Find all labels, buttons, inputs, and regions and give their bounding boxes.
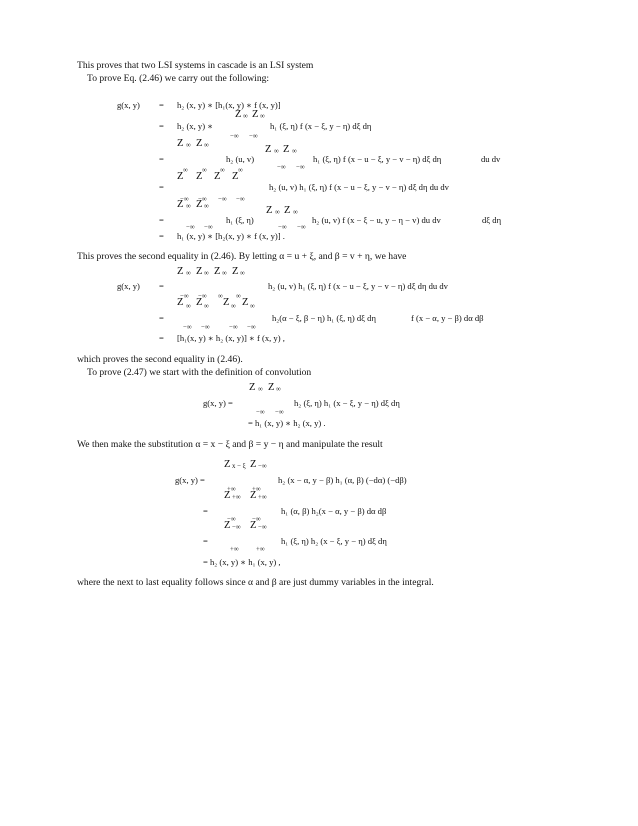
- paragraph-5: To prove (2.47) we start with the definition of convolution: [87, 367, 312, 378]
- integral-upper-limit: x − ξ: [232, 463, 246, 470]
- integral-sign: Z: [196, 199, 203, 210]
- paragraph-2: To prove Eq. (2.46) we carry out the following:: [87, 73, 270, 84]
- integral-sign: Z: [177, 138, 184, 149]
- integral-lower-limit: −∞: [277, 164, 286, 171]
- integral-upper-limit: ∞: [204, 270, 209, 277]
- integral-lower-limit: −∞: [183, 324, 192, 331]
- integral-sign: Z: [249, 382, 256, 393]
- integral-lower-limit: −∞: [186, 224, 195, 231]
- eq-a-rel: =: [159, 215, 164, 225]
- integral-lower-limit: −∞: [218, 196, 227, 203]
- integral-lower-limit: −∞: [275, 409, 284, 416]
- paragraph-7: where the next to last equality follows since α and β are just dummy variables in the integral.: [77, 577, 434, 588]
- integral-upper-limit: ∞: [258, 386, 263, 393]
- integral-sign: Z: [223, 297, 230, 308]
- eq-d-row-4: = h₂ (x, y) ∗ h₁ (x, y) ,: [203, 557, 281, 567]
- integral-lower-limit: −∞: [180, 196, 189, 203]
- integral-sign: Z: [250, 490, 257, 501]
- integral-sign: Z: [214, 266, 221, 277]
- eq-b-lhs: g(x, y): [117, 281, 140, 291]
- eq-a-row-5a: h₁ (ξ, η): [226, 215, 254, 225]
- integral-lower-limit: −∞: [230, 133, 239, 140]
- integral-upper-limit: −∞: [232, 524, 241, 531]
- integral-lower-limit: +∞: [256, 546, 265, 553]
- eq-d-row-3: h₁ (ξ, η) h₂ (x − ξ, y − η) dξ dη: [281, 536, 387, 546]
- integral-sign: Z: [214, 171, 221, 182]
- eq-a-row-3c: du dv: [481, 154, 501, 164]
- eq-a-row-3b: h₁ (ξ, η) f (x − u − ξ, y − v − η) dξ dη: [313, 154, 442, 164]
- integral-sign: Z: [224, 520, 231, 531]
- integral-lower-limit: −∞: [180, 293, 189, 300]
- eq-d-rel: =: [203, 536, 208, 546]
- integral-sign: Z: [250, 520, 257, 531]
- integral-sign: Z: [252, 109, 259, 120]
- integral-sign: Z: [268, 382, 275, 393]
- eq-b-rel: =: [159, 333, 164, 343]
- integral-upper-limit: ∞: [276, 386, 281, 393]
- integral-upper-limit: ∞: [243, 113, 248, 120]
- eq-b-row-2b: f (x − α, y − β) dα dβ: [411, 313, 484, 323]
- integral-upper-limit: ∞: [293, 209, 298, 216]
- integral-upper-limit: ∞: [274, 148, 279, 155]
- eq-b-row-3: [h₁(x, y) ∗ h₂ (x, y)] ∗ f (x, y) ,: [177, 333, 285, 343]
- integral-upper-limit: ∞: [238, 167, 243, 174]
- integral-lower-limit: −∞: [201, 324, 210, 331]
- eq-a-lhs: g(x, y): [117, 100, 140, 110]
- integral-sign: Z: [224, 490, 231, 501]
- integral-upper-limit: ∞: [231, 303, 236, 310]
- integral-sign: Z: [232, 171, 239, 182]
- integral-lower-limit: −∞: [229, 324, 238, 331]
- eq-d-row-1: h₂ (x − α, y − β) h₁ (α, β) (−dα) (−dβ): [278, 475, 407, 485]
- integral-sign: Z: [232, 266, 239, 277]
- integral-lower-limit: −∞: [204, 224, 213, 231]
- integral-upper-limit: ∞: [186, 142, 191, 149]
- integral-lower-limit: −∞: [252, 516, 261, 523]
- integral-lower-limit: −∞: [247, 324, 256, 331]
- paragraph-6: We then make the substitution α = x − ξ and β = y − η and manipulate the result: [77, 439, 383, 450]
- integral-sign: Z: [177, 199, 184, 210]
- integral-sign: Z: [177, 171, 184, 182]
- integral-sign: Z: [196, 171, 203, 182]
- integral-lower-limit: −∞: [249, 133, 258, 140]
- integral-lower-limit: −∞: [278, 224, 287, 231]
- integral-upper-limit: ∞: [222, 270, 227, 277]
- integral-upper-limit: ∞: [183, 167, 188, 174]
- integral-sign: Z: [177, 297, 184, 308]
- integral-upper-limit: −∞: [258, 524, 267, 531]
- paragraph-1: This proves that two LSI systems in cascade is an LSI system: [77, 60, 314, 71]
- eq-a-row-5b: h₂ (u, v) f (x − ξ − u, y − η − v) du dv: [312, 215, 441, 225]
- integral-sign: Z: [284, 205, 291, 216]
- eq-b-rel: =: [159, 281, 164, 291]
- eq-a-row-4: h₂ (u, v) h₁ (ξ, η) f (x − u − ξ, y − v − η) dξ dη du dv: [269, 182, 449, 192]
- eq-a-row-1: h₂ (x, y) ∗ [h₁(x, y) ∗ f (x, y)]: [177, 100, 281, 110]
- integral-upper-limit: ∞: [260, 113, 265, 120]
- integral-upper-limit: ∞: [204, 142, 209, 149]
- integral-sign: Z: [196, 297, 203, 308]
- eq-d-lhs: g(x, y) =: [175, 475, 205, 485]
- integral-sign: Z: [265, 144, 272, 155]
- eq-a-rel: =: [159, 182, 164, 192]
- paragraph-3: This proves the second equality in (2.46). By letting α = u + ξ, and β = v + η, we have: [77, 251, 407, 262]
- paragraph-4: which proves the second equality in (2.46).: [77, 354, 243, 365]
- integral-lower-limit: −∞: [236, 196, 245, 203]
- integral-upper-limit: ∞: [220, 167, 225, 174]
- integral-sign: Z: [235, 109, 242, 120]
- eq-a-rel: =: [159, 231, 164, 241]
- integral-upper-limit: ∞: [202, 167, 207, 174]
- eq-a-row-6: h₁ (x, y) ∗ [h₂(x, y) ∗ f (x, y)] .: [177, 231, 285, 241]
- integral-upper-limit: ∞: [240, 270, 245, 277]
- integral-upper-limit: −∞: [258, 463, 267, 470]
- eq-c-row-2: = h₁ (x, y) ∗ h₂ (x, y) .: [248, 418, 326, 428]
- eq-a-row-2a: h₂ (x, y) ∗: [177, 121, 214, 131]
- integral-upper-limit: ∞: [236, 293, 241, 300]
- integral-lower-limit: −∞: [256, 409, 265, 416]
- eq-a-rel: =: [159, 154, 164, 164]
- integral-upper-limit: ∞: [292, 148, 297, 155]
- eq-c-row-1: h₂ (ξ, η) h₁ (x − ξ, y − η) dξ dη: [294, 398, 400, 408]
- integral-lower-limit: −∞: [296, 164, 305, 171]
- eq-b-row-2a: h₂(α − ξ, β − η) h₁ (ξ, η) dξ dη: [272, 313, 376, 323]
- eq-a-row-5c: dξ dη: [482, 215, 502, 225]
- integral-lower-limit: −∞: [227, 516, 236, 523]
- eq-d-row-2: h₁ (α, β) h₂(x − α, y − β) dα dβ: [281, 506, 387, 516]
- integral-upper-limit: ∞: [186, 303, 191, 310]
- eq-a-row-2b: h₁ (ξ, η) f (x − ξ, y − η) dξ dη: [270, 121, 372, 131]
- eq-d-rel: =: [203, 506, 208, 516]
- integral-sign: Z: [266, 205, 273, 216]
- integral-sign: Z: [224, 459, 231, 470]
- integral-sign: Z: [250, 459, 257, 470]
- integral-upper-limit: ∞: [204, 203, 209, 210]
- integral-lower-limit: −∞: [198, 196, 207, 203]
- integral-lower-limit: +∞: [252, 486, 261, 493]
- integral-sign: Z: [242, 297, 249, 308]
- integral-sign: Z: [196, 266, 203, 277]
- integral-lower-limit: −∞: [297, 224, 306, 231]
- eq-a-rel: =: [159, 100, 164, 110]
- eq-a-rel: =: [159, 121, 164, 131]
- eq-b-row-1: h₂ (u, v) h₁ (ξ, η) f (x − u − ξ, y − v − η) dξ dη du dv: [268, 281, 448, 291]
- integral-sign: Z: [196, 138, 203, 149]
- integral-upper-limit: ∞: [186, 203, 191, 210]
- integral-sign: Z: [177, 266, 184, 277]
- integral-lower-limit: +∞: [230, 546, 239, 553]
- integral-upper-limit: +∞: [258, 494, 267, 501]
- eq-a-row-3a: h₂ (u, v): [226, 154, 255, 164]
- integral-lower-limit: +∞: [227, 486, 236, 493]
- integral-upper-limit: ∞: [204, 303, 209, 310]
- integral-upper-limit: ∞: [186, 270, 191, 277]
- integral-lower-limit: −∞: [198, 293, 207, 300]
- integral-upper-limit: ∞: [218, 293, 223, 300]
- eq-c-lhs: g(x, y) =: [203, 398, 233, 408]
- eq-b-rel: =: [159, 313, 164, 323]
- integral-upper-limit: +∞: [232, 494, 241, 501]
- integral-sign: Z: [283, 144, 290, 155]
- integral-upper-limit: ∞: [250, 303, 255, 310]
- integral-upper-limit: ∞: [275, 209, 280, 216]
